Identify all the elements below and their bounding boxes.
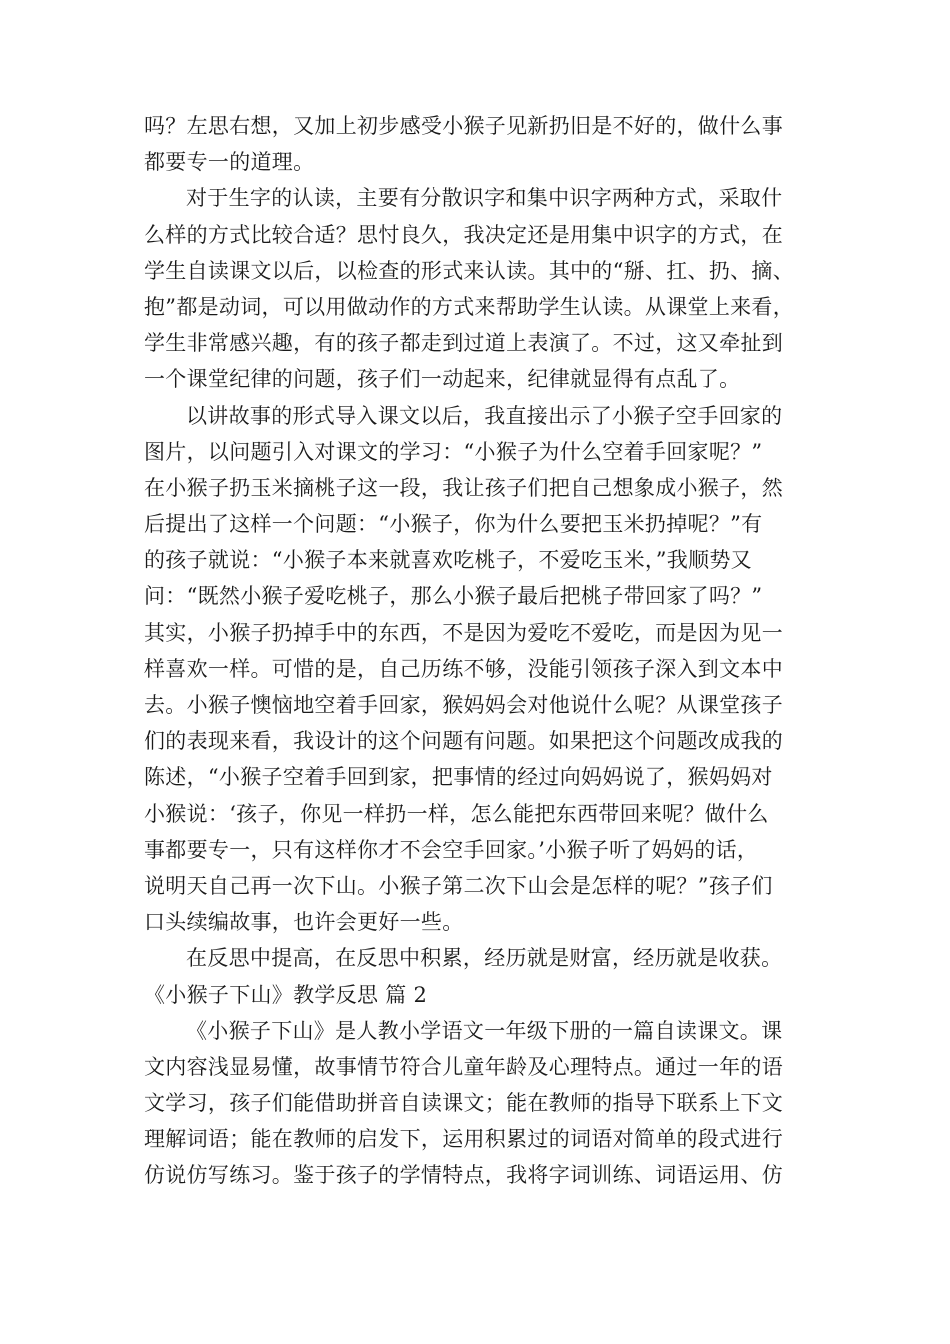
text-line: 文学习，孩子们能借助拼音自读课文；能在教师的指导下联系上下文 [144, 1091, 783, 1116]
paragraph-start-line: 对于生字的认读，主要有分散识字和集中识字两种方式，采取什 [186, 186, 783, 211]
text-line: 说明天自己再一次下山。小猴子第二次下山会是怎样的呢？”孩子们 [144, 873, 773, 898]
text-line: 仿说仿写练习。鉴于孩子的学情特点，我将字词训练、词语运用、仿 [144, 1163, 783, 1188]
text-line: 们的表现来看，我设计的这个问题有问题。如果把这个问题改成我的 [144, 729, 783, 754]
text-line: 的孩子就说：“小猴子本来就喜欢吃桃子，不爱吃玉米，”我顺势又 [144, 548, 752, 573]
paragraph-start-line: 《小猴子下山》是人教小学语文一年级下册的一篇自读课文。课 [186, 1018, 783, 1043]
text-line: 陈述，“小猴子空着手回到家，把事情的经过向妈妈说了，猴妈妈对 [144, 765, 773, 790]
paragraph-start-line: 在反思中提高，在反思中积累，经历就是财富，经历就是收获。 [186, 946, 783, 971]
text-line: 学生非常感兴趣，有的孩子都走到过道上表演了。不过，这又牵扯到 [144, 331, 783, 356]
text-line: 事都要专一，只有这样你才不会空手回家。’小猴子听了妈妈的话， [144, 837, 759, 862]
text-line: 吗？左思右想，又加上初步感受小猴子见新扔旧是不好的，做什么事 [144, 114, 783, 138]
text-line: 一个课堂纪律的问题，孩子们一动起来，纪律就显得有点乱了。 [144, 367, 741, 392]
text-line: 图片，以问题引入对课文的学习：“小猴子为什么空着手回家呢？” [144, 439, 763, 464]
text-line: 后提出了这样一个问题：“小猴子，你为什么要把玉米扔掉呢？”有 [144, 512, 763, 537]
text-line: 样喜欢一样。可惜的是，自己历练不够，没能引领孩子深入到文本中 [144, 656, 783, 681]
text-line: 在小猴子扔玉米摘桃子这一段，我让孩子们把自己想象成小猴子，然 [144, 475, 783, 500]
text-line: 问：“既然小猴子爱吃桃子，那么小猴子最后把桃子带回家了吗？” [144, 584, 763, 609]
text-line: 文内容浅显易懂，故事情节符合儿童年龄及心理特点。通过一年的语 [144, 1054, 783, 1079]
document-page [144, 108, 812, 1194]
text-line: 小猴说：‘孩子，你见一样扔一样，怎么能把东西带回来呢？做什么 [144, 801, 769, 826]
section-heading: 《小猴子下山》教学反思 篇 2 [144, 982, 428, 1007]
text-line: 口头续编故事，也许会更好一些。 [144, 910, 464, 935]
text-line: 学生自读课文以后，以检查的形式来认读。其中的“掰、扛、扔、摘、 [144, 258, 795, 283]
text-line: 么样的方式比较合适？思忖良久，我决定还是用集中识字的方式，在 [144, 222, 783, 247]
text-line: 理解词语；能在教师的启发下，运用积累过的词语对简单的段式进行 [144, 1127, 783, 1152]
text-line: 抱”都是动词，可以用做动作的方式来帮助学生认读。从课堂上来看， [144, 294, 795, 319]
paragraph-start-line: 以讲故事的形式导入课文以后，我直接出示了小猴子空手回家的 [186, 403, 783, 428]
text-line: 都要专一的道理。 [144, 150, 315, 175]
text-line: 其实，小猴子扔掉手中的东西，不是因为爱吃不爱吃，而是因为见一 [144, 620, 783, 645]
text-line: 去。小猴子懊恼地空着手回家，猴妈妈会对他说什么呢？从课堂孩子 [144, 693, 783, 717]
